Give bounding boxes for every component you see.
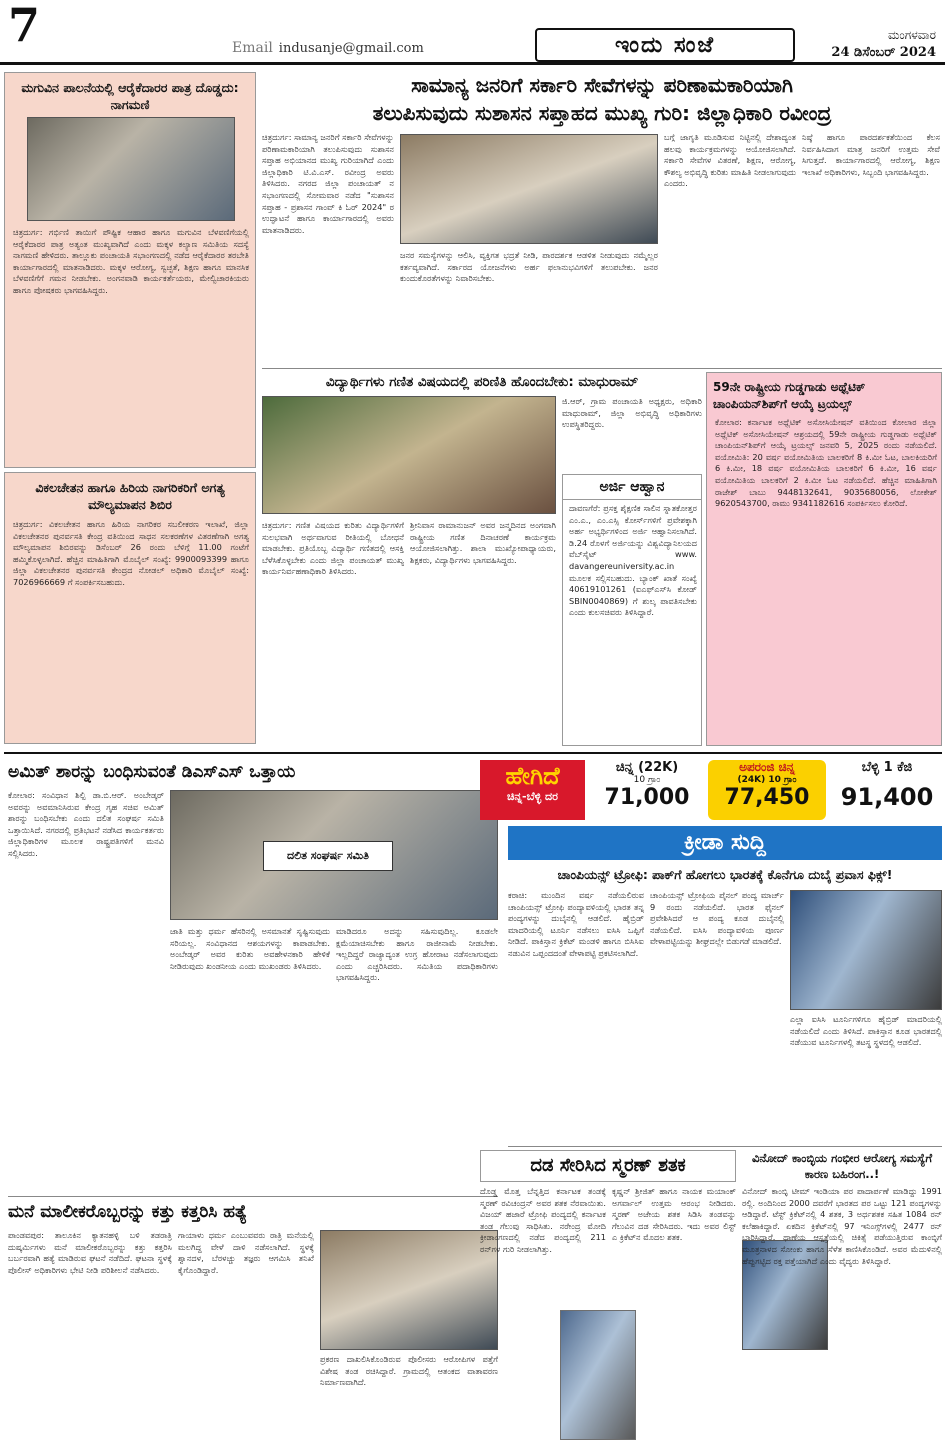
silver-value: 91,400 [840, 783, 934, 811]
gold-24k-label: ಅಪರಂಜಿ ಚಿನ್ನ [739, 760, 795, 774]
smaran-col-2: ಕೃಷ್ಣನ್ ಶ್ರೀಜಿತ್ ಹಾಗೂ ನಾಯಕ ಮಯಾಂಕ್ ಅಗರ್ವಾಲ್ ಉತ್ತಮ ಆರಂಭ ನೀಡಿದರು. ಸ್ಮರಣ್ ಅಜೇಯ ಶತಕ ಸಿಡಿಸಿ ತಂಡವನ್ನು ಗೆಲುವಿನ ದಡ ಸೇರಿಸಿದರು. ಇದು ಅವರ ಲಿಸ್ಟ್ ಎ ಕ್ರಿಕೆಟ್‌ನ ಮೊದಲ ಶತಕ. [612, 1186, 736, 1243]
masthead [535, 28, 795, 62]
champions-col-2: ಚಾಂಪಿಯನ್ಸ್ ಟ್ರೋಫಿಯ ಪೈನಲ್ ಪಂದ್ಯ ಮಾರ್ಚ್ 9 ರಂದು ನಡೆಯಲಿದೆ. ಭಾರತ ಫೈನಲ್ ಪ್ರವೇಶಿಸಿದರೆ ಆ ಪಂದ್ಯ ಕೂಡ ದುಬೈನಲ್ಲಿ ನಡೆಯಲಿದೆ. ಐಸಿಸಿ ಪಂದ್ಯಾವಳಿಯ ಪೂರ್ಣ ವೇಳಾಪಟ್ಟಿಯನ್ನು ಶೀಘ್ರದಲ್ಲೇ ಬಿಡುಗಡೆ ಮಾಡಲಿದೆ. [650, 890, 784, 947]
smaran-photo [560, 1310, 636, 1440]
email-line [232, 40, 424, 56]
left-story2-body: ಚಿತ್ರದುರ್ಗ: ವಿಕಲಚೇತನ ಹಾಗೂ ಹಿರಿಯ ನಾಗರಿಕರ ಸಬಲೀಕರಣ ಇಲಾಖೆ, ಜಿಲ್ಲಾ ವಿಕಲಚೇತನರ ಪುನರ್ವಸತಿ ಕೇಂದ್ರ ವತಿಯಿಂದ ಸಾಧನ ಸಲಕರಣೆಗಳ ವಿತರಣೆಗಾಗಿ ಅಗತ್ಯ ಮೌಲ್ಯಮಾಪನ ಶಿಬಿರವನ್ನು ಡಿಸೆಂಬರ್ 26 ರಂದು ಬೆಳಿಗ್ಗೆ 11.00 ಗಂಟೆಗೆ ಹಮ್ಮಿಕೊಳ್ಳಲಾಗಿದೆ. ಹೆಚ್ಚಿನ ಮಾಹಿತಿಗಾಗಿ ಮೊಬೈಲ್ ಸಂಖ್ಯೆ: 9900093399 ಹಾಗೂ ಜಿಲ್ಲಾ ವಿಕಲಚೇತನರ ಪುನರ್ವಸತಿ ಕೇಂದ್ರದ ನೋಡಲ್ ಅಧಿಕಾರಿ ಮೊಬೈಲ್ ಸಂಖ್ಯೆ: 7026966669 ಗೆ ಸಂಪರ್ಕಿಸಬಹುದು. [13, 519, 249, 587]
left-story-box [4, 72, 256, 468]
date: 24 ಡಿಸೆಂಬರ್ 2024 [831, 45, 936, 60]
lead-col-3: ಬಗ್ಗೆ ಜಾಗೃತಿ ಮೂಡಿಸುವ ನಿಟ್ಟಿನಲ್ಲಿ ದೇಶಾದ್ಯಂತ ಹಲವು ಕಾರ್ಯಕ್ರಮಗಳನ್ನು ಆಯೋಜಿಸಲಾಗಿದೆ. ಸರ್ಕಾರಿ ಸೇವೆಗಳ ವಿತರಣೆ, ಶಿಕ್ಷಣ, ಆರೋಗ್ಯ, ಕೌಶಲ್ಯ ಅಭಿವೃದ್ಧಿ ಕುರಿತು ಮಾಹಿತಿ ನೀಡಲಾಗುವುದು ಎಂದರು. [664, 132, 796, 189]
gold-22k [592, 760, 702, 820]
gold-22k-label: ಚಿನ್ನ (22K) [615, 760, 679, 775]
champions-col-3: ಎಲ್ಲಾ ಐಸಿಸಿ ಟೂರ್ನಿಗಳಿಗೂ ಹೈಬ್ರಿಡ್ ಮಾದರಿಯಲ್ಲಿ ನಡೆಯಲಿದೆ ಎಂದು ತಿಳಿಸಿದೆ. ಪಾಕಿಸ್ತಾನ ಕೂಡ ಭಾರತದಲ್ಲಿ ನಡೆಯುವ ಟೂರ್ನಿಗಳಲ್ಲಿ ತಟಸ್ಥ ಸ್ಥಳದಲ್ಲಿ ಆಡಲಿದೆ. [790, 1014, 942, 1048]
notice-box [562, 474, 702, 746]
lead-rule [262, 368, 942, 369]
email-label: Email [232, 40, 273, 56]
dateline [806, 28, 936, 60]
math-headline: ವಿದ್ಯಾರ್ಥಿಗಳು ಗಣಿತ ವಿಷಯದಲ್ಲಿ ಪರಿಣಿತಿ ಹೊಂದಬೇಕು: ಮಾಧುರಾಮ್ [325, 374, 639, 390]
amit-col-3: ಮಾಡಿದರೂ ಅದನ್ನು ಸಹಿಸುವುದಿಲ್ಲ. ಕೂಡಲೇ ಕ್ಷಮೆಯಾಚಿಸಬೇಕು ಹಾಗೂ ರಾಜೀನಾಮೆ ನೀಡಬೇಕು. ಇಲ್ಲದಿದ್ದರೆ ರಾಜ್ಯಾದ್ಯಂತ ಉಗ್ರ ಹೋರಾಟ ನಡೆಸಲಾಗುವುದು ಎಂದು ಎಚ್ಚರಿಸಿದರು. ಸಮಿತಿಯ ಪದಾಧಿಕಾರಿಗಳು ಭಾಗವಹಿಸಿದ್ದರು. [336, 926, 498, 983]
murder-col-2: ಗಾಯಾಳು ಧರ್ಮ ಎಂಬುವವರು ರಾತ್ರಿ ಮನೆಯಲ್ಲಿ ಮಲಗಿದ್ದ ವೇಳೆ ದಾಳಿ ನಡೆಸಲಾಗಿದೆ. ಸ್ಥಳಕ್ಕೆ ಶ್ವಾನದಳ, ಬೆರಳಚ್ಚು ತಜ್ಞರು ಆಗಮಿಸಿ ತನಿಖೆ ಕೈಗೊಂಡಿದ್ದಾರೆ. [178, 1230, 314, 1275]
email-address: indusanje@gmail.com [278, 41, 424, 56]
page-number: 7 [8, 0, 41, 52]
smaran-headline: ದಡ ಸೇರಿಸಿದ ಸ್ಮರಣ್ ಶತಕ [480, 1150, 736, 1182]
gold-24k-unit: (24K) 10 ಗ್ರಾಂ [737, 775, 797, 785]
silver-label: ಬೆಳ್ಳಿ 1 ಕೆಜಿ [861, 760, 913, 775]
gold-22k-value: 71,000 [604, 785, 690, 810]
math-col-2: ಶ್ರೀನಿವಾಸ ರಾಮಾನುಜನ್ ಅವರ ಜನ್ಮದಿನದ ಅಂಗವಾಗಿ ರಾಷ್ಟ್ರೀಯ ಗಣಿತ ದಿನಾಚರಣೆ ಕಾರ್ಯಕ್ರಮ ಆಯೋಜಿಸಲಾಗಿತ್ತು. ಶಾಲಾ ಮುಖ್ಯೋಪಾಧ್ಯಾಯರು, ಶಿಕ್ಷಕರು, ವಿದ್ಯಾರ್ಥಿಗಳು ಭಾಗವಹಿಸಿದ್ದರು. [410, 520, 556, 565]
champions-col-1: ಕರಾಚಿ: ಮುಂದಿನ ವರ್ಷ ನಡೆಯಲಿರುವ ಚಾಂಪಿಯನ್ಸ್ ಟ್ರೋಫಿ ಪಂದ್ಯಾವಳಿಯಲ್ಲಿ ಭಾರತ ತನ್ನ ಪಂದ್ಯಗಳನ್ನು ದುಬೈನಲ್ಲಿ ಆಡಲಿದೆ. ಹೈಬ್ರಿಡ್ ಮಾದರಿಯಲ್ಲಿ ಟೂರ್ನಿ ನಡೆಸಲು ಐಸಿಸಿ ಒಪ್ಪಿಗೆ ನೀಡಿದೆ. ಪಾಕಿಸ್ತಾನ ಕ್ರಿಕೆಟ್ ಮಂಡಳಿ ಹಾಗೂ ಬಿಸಿಸಿಐ ನಡುವಿನ ಒಪ್ಪಂದದಂತೆ ವೇಳಾಪಟ್ಟಿ ಪ್ರಕಟಿಸಲಾಗಿದೆ. [508, 890, 644, 958]
amit-col-1: ಕೋಲಾರ: ಸಂವಿಧಾನ ಶಿಲ್ಪಿ ಡಾ.ಬಿ.ಆರ್. ಅಂಬೇಡ್ಕರ್ ಅವರನ್ನು ಅವಮಾನಿಸಿರುವ ಕೇಂದ್ರ ಗೃಹ ಸಚಿವ ಅಮಿತ್ ಶಾರನ್ನು ಬಂಧಿಸಬೇಕು ಎಂದು ದಲಿತ ಸಂಘರ್ಷ ಸಮಿತಿ ಒತ್ತಾಯಿಸಿದೆ. ನಗರದಲ್ಲಿ ಪ್ರತಿಭಟನೆ ನಡೆಸಿದ ಕಾರ್ಯಕರ್ತರು ಜಿಲ್ಲಾಧಿಕಾರಿಗಳ ಮೂಲಕ ರಾಷ್ಟ್ರಪತಿಗಳಿಗೆ ಮನವಿ ಸಲ್ಲಿಸಿದರು. [8, 790, 164, 858]
left-story-headline: ಮಗುವಿನ ಪಾಲನೆಯಲ್ಲಿ ಆರೈಕೆದಾರರ ಪಾತ್ರ ದೊಡ್ಡದು: ನಾಗಮಣಿ [21, 80, 239, 112]
smaran-col-1: ದೊಡ್ಡ ಮೊತ್ತ ಬೆನ್ನತ್ತಿದ ಕರ್ನಾಟಕ ತಂಡಕ್ಕೆ ಸ್ಮರಣ್ ರವಿಚಂದ್ರನ್ ಅವರ ಶತಕ ನೆರವಾಯಿತು. ವಿಜಯ್ ಹಜಾರೆ ಟ್ರೋಫಿ ಪಂದ್ಯದಲ್ಲಿ ಕರ್ನಾಟಕ ತಂಡ ಗೆಲುವು ಸಾಧಿಸಿತು. ನರೇಂದ್ರ ಮೋದಿ ಕ್ರೀಡಾಂಗಣದಲ್ಲಿ ನಡೆದ ಪಂದ್ಯದಲ್ಲಿ 211 ರನ್‌ಗಳ ಗುರಿ ನೀಡಲಾಗಿತ್ತು. [480, 1186, 606, 1254]
murder-col-1: ಪಾಂಡವಪುರ: ತಾಲೂಕಿನ ಕ್ಯಾತನಹಳ್ಳಿ ಬಳಿ ತಡರಾತ್ರಿ ದುಷ್ಕರ್ಮಿಗಳು ಮನೆ ಮಾಲೀಕರೊಬ್ಬರನ್ನು ಕತ್ತು ಕತ್ತರಿಸಿ ಬರ್ಬರವಾಗಿ ಹತ್ಯೆ ಮಾಡಿರುವ ಘಟನೆ ನಡೆದಿದೆ. ಘಟನಾ ಸ್ಥಳಕ್ಕೆ ಪೊಲೀಸ್ ಅಧಿಕಾರಿಗಳು ಭೇಟಿ ನೀಡಿ ಪರಿಶೀಲನೆ ನಡೆಸಿದರು. [8, 1230, 172, 1275]
amit-col-2: ಜಾತಿ ಮತ್ತು ಧರ್ಮ ಹೆಸರಿನಲ್ಲಿ ಅಸಮಾನತೆ ಸೃಷ್ಟಿಸುವುದು ಸರಿಯಲ್ಲ. ಸಂವಿಧಾನದ ಆಶಯಗಳನ್ನು ಕಾಪಾಡಬೇಕು. ಅಂಬೇಡ್ಕರ್ ಅವರ ಕುರಿತು ಅವಹೇಳನಕಾರಿ ಹೇಳಿಕೆ ನೀಡಿರುವುದು ಖಂಡನೀಯ ಎಂದು ಮುಖಂಡರು ತಿಳಿಸಿದರು. [170, 926, 330, 971]
sports-rule [508, 1146, 942, 1147]
amit-headline: ಅಮಿತ್ ಶಾರನ್ನು ಬಂಧಿಸುವಂತೆ ಡಿಎಸ್‌ಎಸ್ ಒತ್ತಾಯ [8, 762, 296, 782]
gold-rates [480, 760, 942, 820]
notice-title: ಅರ್ಜಿ ಆಹ್ವಾನ [563, 475, 701, 500]
day: ಮಂಗಳವಾರ [887, 28, 936, 42]
gold-24k [708, 760, 826, 820]
murder-headline: ಮನೆ ಮಾಲೀಕರೊಬ್ಬರನ್ನು ಕತ್ತು ಕತ್ತರಿಸಿ ಹತ್ಯೆ [8, 1202, 248, 1222]
sports-header: ಕ್ರೀಡಾ ಸುದ್ದಿ [508, 826, 942, 860]
trials-box [706, 372, 942, 746]
gold-tag-sub: ಚಿನ್ನ-ಬೆಳ್ಳಿ ದರ [507, 790, 558, 803]
trials-headline: 59ನೇ ರಾಷ್ಟ್ರೀಯ ಗುಡ್ಡಗಾಡು ಅಥ್ಲೆಟಿಕ್ ಚಾಂಪಿಯನ್‌ಶಿಪ್‌ಗೆ ಆಯ್ಕೆ ಟ್ರಯಲ್ಸ್ [713, 380, 866, 411]
lead-col-1: ಚಿತ್ರದುರ್ಗ: ಸಾಮಾನ್ಯ ಜನರಿಗೆ ಸರ್ಕಾರಿ ಸೇವೆಗಳನ್ನು ಪರಿಣಾಮಕಾರಿಯಾಗಿ ತಲುಪಿಸುವುದು ಸುಶಾಸನ ಸಪ್ತಾಹ ಅಭಿಯಾನದ ಮುಖ್ಯ ಗುರಿಯಾಗಿದೆ ಎಂದು ಜಿಲ್ಲಾಧಿಕಾರಿ ಟಿ.ವಿ.ಎಸ್. ರವೀಂದ್ರ ಅವರು ತಿಳಿಸಿದರು. ನಗರದ ಜಿಲ್ಲಾ ಪಂಚಾಯತ್ ನ ಸಭಾಂಗಣದಲ್ಲಿ ಸೋಮವಾರ ನಡೆದ "ಸುಶಾಸನ ಸಪ್ತಾಹ - ಪ್ರಶಾಸನ ಗಾಂವ್ ಕಿ ಓರ್ 2024" ರ ಉದ್ಘಾಟನೆ ಹಾಗೂ ಕಾರ್ಯಾಗಾರದಲ್ಲಿ ಅವರು ಮಾತನಾಡಿದರು. [262, 132, 394, 235]
left-story-photo [27, 117, 235, 221]
kambli-headline: ವಿನೋದ್ ಕಾಂಬ್ಳಿಯ ಗಂಭೀರ ಆರೋಗ್ಯ ಸಮಸ್ಯೆಗೆ ಕಾರಣ ಬಹಿರಂಗ..! [751, 1151, 933, 1181]
amit-photo [170, 790, 498, 920]
math-photo [262, 396, 556, 514]
murder-rule [8, 1196, 498, 1197]
gold-22k-unit: 10 ಗ್ರಾಂ [633, 775, 661, 785]
notice-body: ದಾವಣಗೆರೆ: ಪ್ರಸಕ್ತ ಶೈಕ್ಷಣಿಕ ಸಾಲಿನ ಸ್ನಾತಕೋತ್ತರ ಎಂ.ಎ., ಎಂ.ಎಸ್ಸಿ ಕೋರ್ಸ್‌ಗಳಿಗೆ ಪ್ರವೇಶಕ್ಕಾಗಿ ಅರ್ಹ ಅಭ್ಯರ್ಥಿಗಳಿಂದ ಅರ್ಜಿ ಆಹ್ವಾನಿಸಲಾಗಿದೆ. ಡಿ.24 ರೊಳಗೆ ಅರ್ಜಿಯನ್ನು ವಿಶ್ವವಿದ್ಯಾನಿಲಯದ ವೆಬ್‌ಸೈಟ್ www. davangereuniversity.ac.in ಮೂಲಕ ಸಲ್ಲಿಸಬಹುದು. ಬ್ಯಾಂಕ್ ಖಾತೆ ಸಂಖ್ಯೆ 40619101261 (ಐಎಫ್‌ಎಸ್‌ಸಿ ಕೋಡ್ SBIN0040869) ಗೆ ಶುಲ್ಕ ಪಾವತಿಸಬೇಕು ಎಂದು ಕುಲಸಚಿವರು ತಿಳಿಸಿದ್ದಾರೆ. [569, 503, 697, 618]
math-col-3: ಜಿ.ಆರ್, ಗ್ರಾಮ ಪಂಚಾಯತಿ ಅಧ್ಯಕ್ಷರು, ಅಧಿಕಾರಿ ಮಾಧುರಾಮ್, ಜಿಲ್ಲಾ ಅಭಿವೃದ್ಧಿ ಅಧಿಕಾರಿಗಳು ಉಪಸ್ಥಿತರಿದ್ದರು. [562, 396, 702, 430]
lead-headline-2: ತಲುಪಿಸುವುದು ಸುಶಾಸನ ಸಪ್ತಾಹದ ಮುಖ್ಯ ಗುರಿ: ಜಿಲ್ಲಾಧಿಕಾರಿ ರವೀಂದ್ರ [372, 101, 832, 125]
kambli-body: ವಿನೋದ್ ಕಾಂಬ್ಳಿ ಟೀಮ್ ಇಂಡಿಯಾ ಪರ ಪಾದಾರ್ಪಣೆ ಮಾಡಿದ್ದು 1991 ರಲ್ಲಿ. ಅಂದಿನಿಂದ 2000 ದವರೆಗೆ ಭಾರತದ ಪರ ಒಟ್ಟು 121 ಪಂದ್ಯಗಳನ್ನು ಆಡಿದ್ದಾರೆ. ಟೆಸ್ಟ್ ಕ್ರಿಕೆಟ್‌ನಲ್ಲಿ 4 ಶತಕ, 3 ಅರ್ಧಶತಕ ಸಹಿತ 1084 ರನ್ ಕಲೆಹಾಕಿದ್ದಾರೆ. ಏಕದಿನ ಕ್ರಿಕೆಟ್‌ನಲ್ಲಿ 97 ಇನಿಂಗ್ಸ್‌ಗಳಲ್ಲಿ 2477 ರನ್ ಬಾರಿಸಿದ್ದಾರೆ. ಥಾಣೆಯ ಆಸ್ಪತ್ರೆಯಲ್ಲಿ ಚಿಕಿತ್ಸೆ ಪಡೆಯುತ್ತಿರುವ ಕಾಂಬ್ಳಿಗೆ ಮೂತ್ರನಾಳದ ಸೋಂಕು ಹಾಗೂ ಸೆಳೆತ ಕಾಣಿಸಿಕೊಂಡಿದೆ. ಅವರ ಮೆದುಳಿನಲ್ಲಿ ಹೆಪ್ಪುಗಟ್ಟಿದ ರಕ್ತ ಪತ್ತೆಯಾಗಿದೆ ಎಂದು ವೈದ್ಯರು ತಿಳಿಸಿದ್ದಾರೆ. [742, 1186, 942, 1266]
lead-col-4: ನಿಷ್ಠೆ ಹಾಗೂ ಪಾರದರ್ಶಕತೆಯಿಂದ ಕೆಲಸ ನಿರ್ವಹಿಸಿದಾಗ ಮಾತ್ರ ಜನರಿಗೆ ಉತ್ತಮ ಸೇವೆ ಸಿಗುತ್ತದೆ. ಕಾರ್ಯಾಗಾರದಲ್ಲಿ ಆರೋಗ್ಯ, ಶಿಕ್ಷಣ ಇಲಾಖೆ ಅಧಿಕಾರಿಗಳು, ಸಿಬ್ಬಂದಿ ಭಾಗವಹಿಸಿದ್ದರು. [802, 132, 940, 177]
trials-body: ಕೋಲಾರ: ಕರ್ನಾಟಕ ಅಥ್ಲೆಟಿಕ್ ಅಸೋಸಿಯೇಷನ್ ವತಿಯಿಂದ ಕೋಲಾರ ಜಿಲ್ಲಾ ಅಥ್ಲೆಟಿಕ್ ಅಸೋಸಿಯೇಷನ್ ಆಶ್ರಯದಲ್ಲಿ 59ನೇ ರಾಷ್ಟ್ರೀಯ ಗುಡ್ಡಗಾಡು ಅಥ್ಲೆಟಿಕ್ ಚಾಂಪಿಯನ್‌ಶಿಪ್‌ಗೆ ಆಯ್ಕೆ ಟ್ರಯಲ್ಸ್ ಜನವರಿ 5, 2025 ರಂದು ನಡೆಯಲಿದೆ. ವಯೋಮಿತಿ: 20 ವರ್ಷ ವಯೋಮಿತಿಯ ಬಾಲಕರಿಗೆ 8 ಕಿ.ಮೀ ಓಟ, ಬಾಲಕಿಯರಿಗೆ 6 ಕಿ.ಮೀ, 18 ವರ್ಷ ವಯೋಮಿತಿಯ ಬಾಲಕರಿಗೆ 6 ಕಿ.ಮೀ, 16 ವರ್ಷ ವಯೋಮಿತಿಯ ಬಾಲಕರಿಗೆ 2 ಕಿ.ಮೀ ಓಟ ನಡೆಯಲಿದೆ. ಹೆಚ್ಚಿನ ಮಾಹಿತಿಗಾಗಿ ರಾಜೇಶ್ ಬಾಬು 9448132641, 9035680056, ಲೋಕೇಶ್ 9620543700, ರಾಮು 9341182616 ಸಂಪರ್ಕಿಸಲು ಕೋರಿದೆ. [715, 417, 937, 509]
murder-col-3: ಪ್ರಕರಣ ದಾಖಲಿಸಿಕೊಂಡಿರುವ ಪೊಲೀಸರು ಆರೋಪಿಗಳ ಪತ್ತೆಗೆ ವಿಶೇಷ ತಂಡ ರಚಿಸಿದ್ದಾರೆ. ಗ್ರಾಮದಲ್ಲಿ ಆತಂಕದ ವಾತಾವರಣ ನಿರ್ಮಾಣವಾಗಿದೆ. [320, 1354, 498, 1388]
masthead-title: ಇಂದು ಸಂಜೆ [614, 32, 715, 58]
gold-24k-value: 77,450 [724, 785, 810, 810]
gold-tag [480, 760, 585, 820]
champions-headline: ಚಾಂಪಿಯನ್ಸ್ ಟ್ರೋಫಿ: ಪಾಕ್‌ಗೆ ಹೋಗಲು ಭಾರತಕ್ಕೆ ಕೊನೆಗೂ ದುಬೈ ಪ್ರವಾಸ ಫಿಕ್ಸ್! [557, 867, 893, 882]
left-story2-box [4, 472, 256, 744]
champions-photo [790, 890, 942, 1010]
header-rule [0, 62, 945, 65]
lead-col-2: ಜನರ ಸಮಸ್ಯೆಗಳನ್ನು ಆಲಿಸಿ, ವ್ಯಕ್ತಿಗತ ಭದ್ರತೆ ನೀಡಿ, ಪಾರದರ್ಶಕ ಆಡಳಿತ ನೀಡುವುದು ನಮ್ಮೆಲ್ಲರ ಕರ್ತವ್ಯವಾಗಿದೆ. ಸರ್ಕಾರದ ಯೋಜನೆಗಳು ಅರ್ಹ ಫಲಾನುಭವಿಗಳಿಗೆ ತಲುಪಬೇಕು. ಜನರ ಕುಂದುಕೊರತೆಗಳನ್ನು ನಿವಾರಿಸಬೇಕು. [400, 250, 658, 284]
gold-tag-title: ಹೇಗಿದೆ [505, 762, 560, 790]
murder-photo [320, 1230, 498, 1350]
silver [832, 760, 942, 820]
lead-headline-1: ಸಾಮಾನ್ಯ ಜನರಿಗೆ ಸರ್ಕಾರಿ ಸೇವೆಗಳನ್ನು ಪರಿಣಾಮಕಾರಿಯಾಗಿ [411, 73, 793, 97]
section-rule [4, 752, 942, 754]
amit-banner: ದಲಿತ ಸಂಘರ್ಷ ಸಮಿತಿ [263, 841, 393, 871]
math-col-1: ಚಿತ್ರದುರ್ಗ: ಗಣಿತ ವಿಷಯದ ಕುರಿತು ವಿದ್ಯಾರ್ಥಿಗಳಿಗೆ ಸುಲಭವಾಗಿ ಅರ್ಥವಾಗುವ ರೀತಿಯಲ್ಲಿ ಬೋಧನೆ ಮಾಡಬೇಕು. ಪ್ರತಿಯೊಬ್ಬ ವಿದ್ಯಾರ್ಥಿ ಗಣಿತದಲ್ಲಿ ಆಸಕ್ತಿ ಬೆಳೆಸಿಕೊಳ್ಳಬೇಕು ಎಂದು ಜಿಲ್ಲಾ ಪಂಚಾಯತ್ ಮುಖ್ಯ ಕಾರ್ಯನಿರ್ವಹಣಾಧಿಕಾರಿ ತಿಳಿಸಿದರು. [262, 520, 404, 577]
left-story-body: ಚಿತ್ರದುರ್ಗ: ಗರ್ಭಿಣಿ ತಾಯಿಗೆ ಪೌಷ್ಟಿಕ ಆಹಾರ ಹಾಗೂ ಮಗುವಿನ ಬೆಳವಣಿಗೆಯಲ್ಲಿ ಆರೈಕೆದಾರರ ಪಾತ್ರ ಅತ್ಯಂತ ಮುಖ್ಯವಾಗಿದೆ ಎಂದು ಮಕ್ಕಳ ಕಲ್ಯಾಣ ಸಮಿತಿಯ ಸದಸ್ಯೆ ನಾಗಮಣಿ ಹೇಳಿದರು. ತಾಲ್ಲೂಕು ಪಂಚಾಯತಿ ಸಭಾಂಗಣದಲ್ಲಿ ನಡೆದ ಆರೈಕೆದಾರರ ತರಬೇತಿ ಕಾರ್ಯಾಗಾರದಲ್ಲಿ ಮಾತನಾಡಿದರು. ಮಕ್ಕಳ ಆರೋಗ್ಯ, ಸ್ವಚ್ಛತೆ, ಶಿಕ್ಷಣ ಹಾಗೂ ಮಾನಸಿಕ ಬೆಳವಣಿಗೆಗೆ ಗಮನ ನೀಡಬೇಕು. ಅಂಗನವಾಡಿ ಕಾರ್ಯಕರ್ತೆಯರು, ಮೇಲ್ವಿಚಾರಕಿಯರು ಹಾಗೂ ಪೋಷಕರು ಭಾಗವಹಿಸಿದ್ದರು. [13, 227, 249, 295]
lead-photo [400, 134, 658, 244]
left-story2-headline: ವಿಕಲಚೇತನ ಹಾಗೂ ಹಿರಿಯ ನಾಗರಿಕರಿಗೆ ಅಗತ್ಯ ಮೌಲ್ಯಮಾಪನ ಶಿಬಿರ [35, 480, 225, 512]
